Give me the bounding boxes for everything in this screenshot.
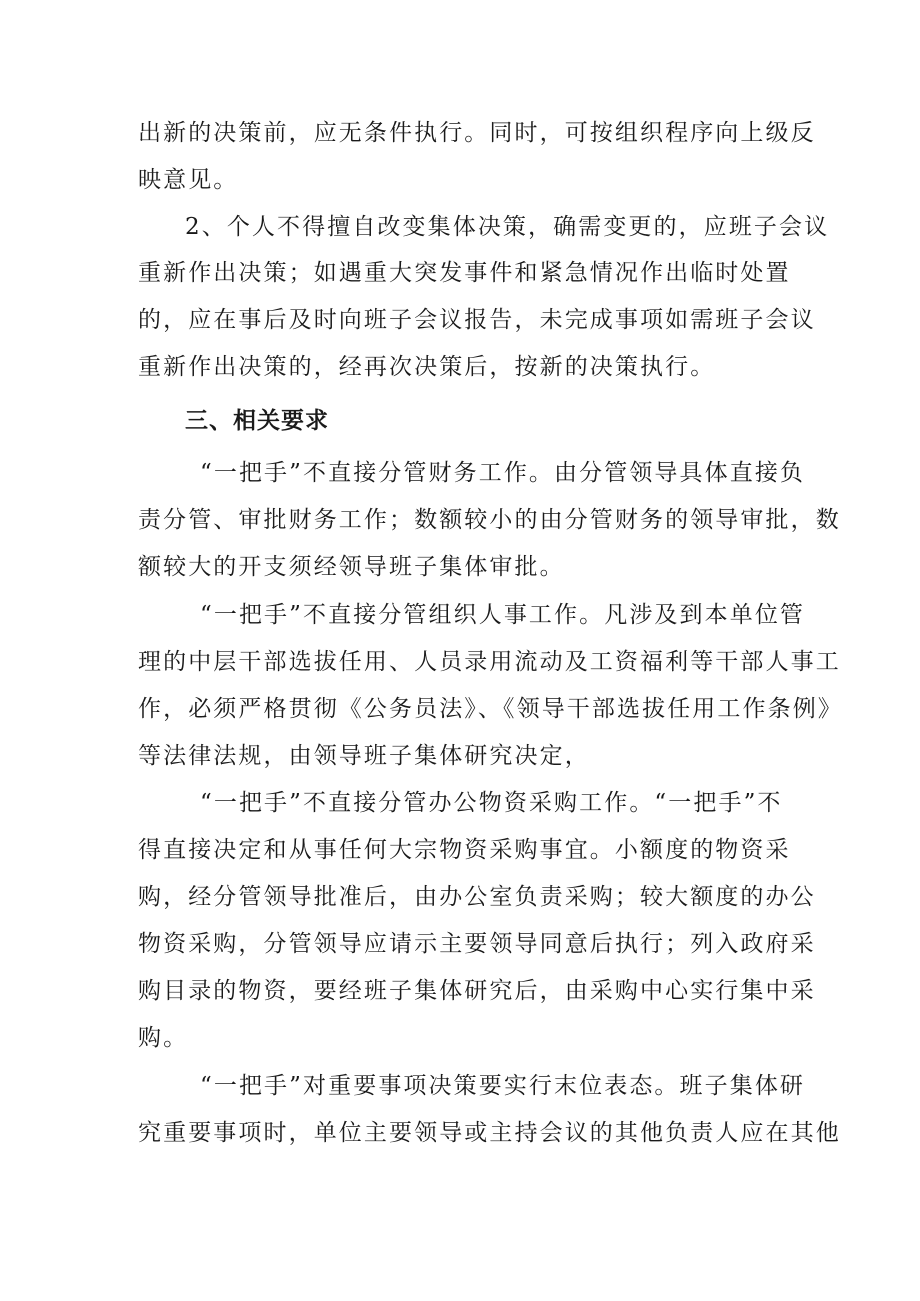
- text-line: 2、个人不得擅自改变集体决策，确需变更的，应班子会议: [185, 214, 830, 240]
- text-line: 重新作出决策；如遇重大突发事件和紧急情况作出临时处置: [138, 260, 791, 286]
- text-line: 购。: [138, 1025, 189, 1051]
- text-line: 理的中层干部选拔任用、人员录用流动及工资福利等干部人事工: [138, 649, 841, 675]
- text-line: 物资采购，分管领导应请示主要领导同意后执行；列入政府采: [138, 931, 816, 957]
- text-line: 得直接决定和从事任何大宗物资采购事宜。小额度的物资采: [138, 837, 791, 863]
- text-line: 重新作出决策的，经再次决策后，按新的决策执行。: [138, 354, 716, 380]
- text-line: 映意见。: [138, 167, 239, 193]
- text-line: 购目录的物资，要经班子集体研究后，由采购中心实行集中采: [138, 978, 816, 1004]
- text-line: “一把手”不直接分管财务工作。由分管领导具体直接负: [200, 460, 806, 486]
- text-line: 责分管、审批财务工作；数额较小的由分管财务的领导审批，数: [138, 507, 841, 533]
- text-line: 购，经分管领导批准后，由办公室负责采购；较大额度的办公: [138, 884, 816, 910]
- section-heading: 三、相关要求: [185, 408, 329, 434]
- text-line: “一把手”对重要事项决策要实行末位表态。班子集体研: [200, 1073, 806, 1099]
- text-line: 的，应在事后及时向班子会议报告，未完成事项如需班子会议: [138, 307, 816, 333]
- text-line: 究重要事项时，单位主要领导或主持会议的其他负责人应在其他: [138, 1120, 841, 1146]
- text-line: “一把手”不直接分管办公物资采购工作。“一把手”不: [200, 790, 783, 816]
- text-line: 额较大的开支须经领导班子集体审批。: [138, 554, 565, 580]
- text-line: 出新的决策前，应无条件执行。同时，可按组织程序向上级反: [138, 120, 816, 146]
- text-line: 作，必须严格贯彻《公务员法》、《领导干部选拔任用工作条例》: [138, 696, 843, 722]
- text-line: “一把手”不直接分管组织人事工作。凡涉及到本单位管: [200, 602, 806, 628]
- text-line: 等法律法规，由领导班子集体研究决定，: [138, 743, 590, 769]
